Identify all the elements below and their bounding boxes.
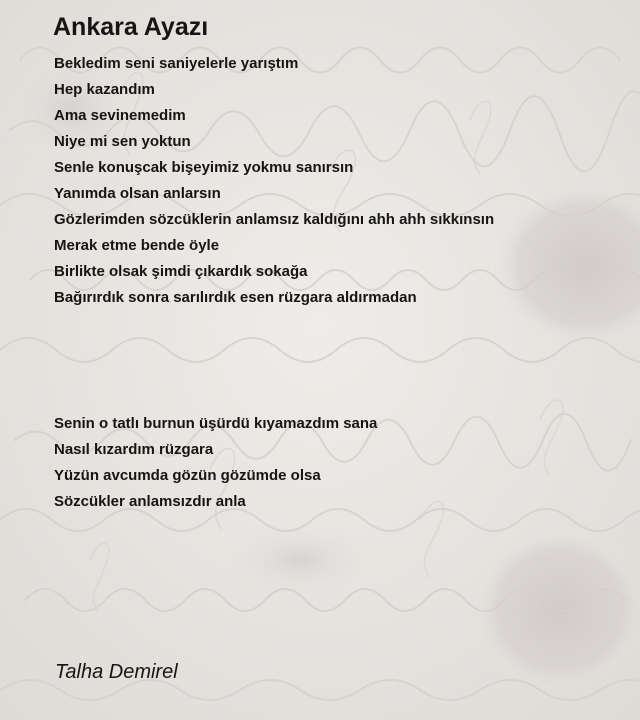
poem-line: Bağırırdık sonra sarılırdık esen rüzgara aldırmadan	[54, 289, 417, 306]
poem-line: Yüzün avcumda gözün gözümde olsa	[54, 467, 321, 484]
poem-title: Ankara Ayazı	[53, 13, 209, 41]
poem-line: Nasıl kızardım rüzgara	[54, 441, 214, 458]
poem-line: Birlikte olsak şimdi çıkardık sokağa	[54, 263, 308, 280]
poem-line: Yanımda olsan anlarsın	[54, 185, 221, 202]
poem-line: Gözlerimden sözcüklerin anlamsız kaldığını ahh ahh sıkkınsın	[54, 211, 495, 228]
stanza-1	[54, 51, 494, 311]
poem-line: Bekledim seni saniyelerle yarıştım	[54, 55, 299, 72]
poem-line: Merak etme bende öyle	[54, 237, 220, 254]
poem-author: Talha Demirel	[55, 661, 178, 683]
poem-line: Senle konuşcak bişeyimiz yokmu sanırsın	[54, 159, 354, 176]
stanza-2	[54, 411, 377, 515]
poem-line: Senin o tatlı burnun üşürdü kıyamazdım sana	[54, 415, 378, 432]
poem-line: Hep kazandım	[54, 81, 155, 98]
poem-line: Ama sevinemedim	[54, 107, 186, 124]
poem-line: Sözcükler anlamsızdır anla	[54, 493, 246, 510]
poem-line: Niye mi sen yoktun	[54, 133, 191, 150]
